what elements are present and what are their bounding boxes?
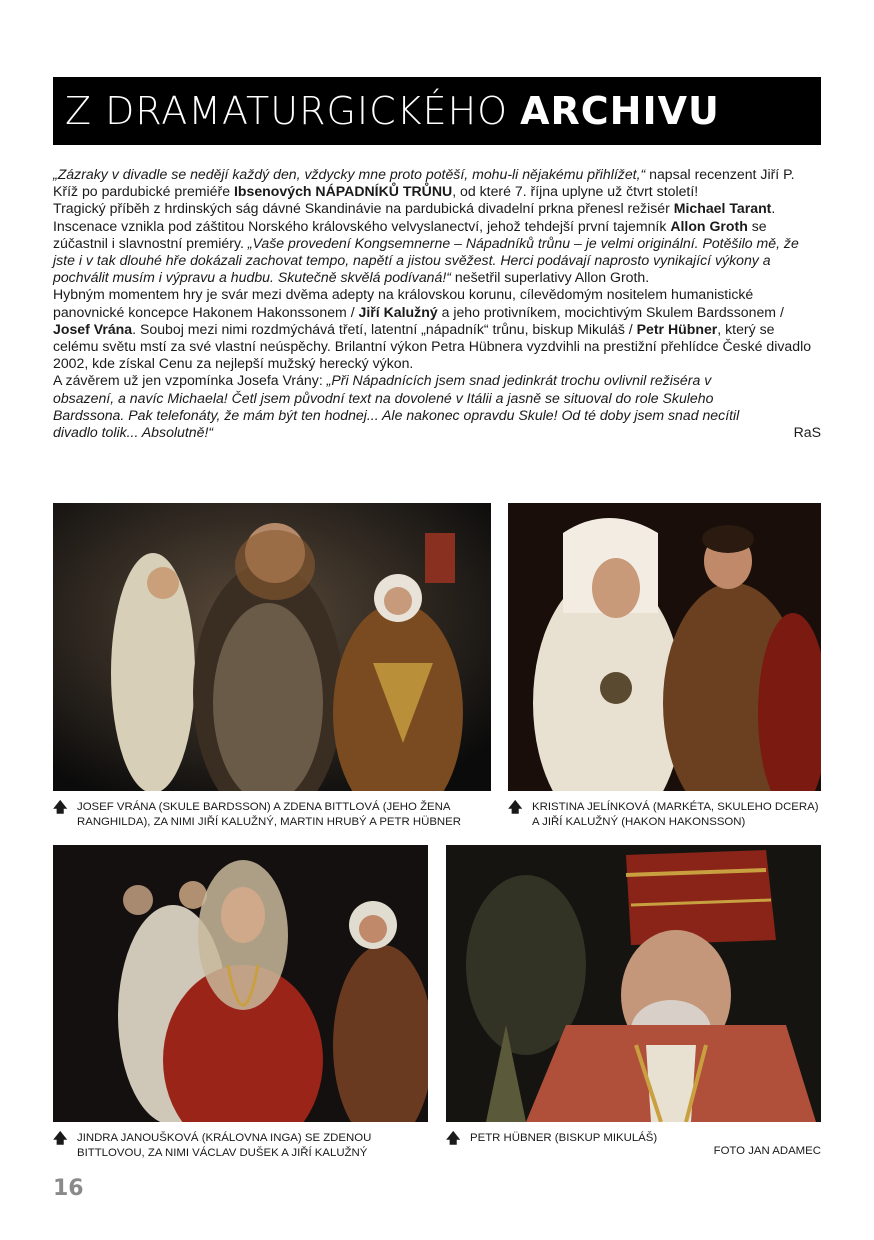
arrow-up-icon: 🡅 [508, 799, 523, 815]
page-number: 16 [53, 1176, 84, 1201]
text: Hybným momentem hry je svár mezi dvěma adepty na královskou korunu, cílevědomým nositelem humanistické panovnické koncepce Hakonem Hakonssonem / [53, 286, 754, 320]
text: nešetřil superlativy Allon Groth. [450, 269, 650, 286]
play-title: Ibsenových NÁPADNÍKŮ TRŮNU [233, 183, 453, 200]
name-kaluzny: Jiří Kalužný [358, 303, 438, 320]
article-body [53, 166, 821, 441]
text: a jeho protivníkem, mocichtivým Skulem Bardssonem / [437, 303, 784, 320]
photo-hubner [446, 845, 821, 1122]
caption-photo-2 [508, 800, 821, 830]
title-light: Z DRAMATURGICKÉHO [65, 89, 509, 133]
text: , od které 7. října uplyne už čtvrt století! [452, 183, 699, 200]
caption-text: KRISTINA JELÍNKOVÁ (MARKÉTA, SKULEHO DCERA) A JIŘÍ KALUŽNÝ (HAKON HAKONSSON) [532, 801, 819, 828]
arrow-up-icon: 🡅 [53, 799, 68, 815]
section-title-banner [53, 77, 821, 145]
signature: RaS [793, 424, 821, 441]
caption-photo-4 [446, 1131, 726, 1146]
name-hubner: Petr Hübner [636, 320, 718, 337]
name-groth: Allon Groth [670, 217, 748, 234]
photo-janouskova [53, 845, 428, 1122]
caption-photo-3 [53, 1131, 428, 1161]
photo-credit: FOTO JAN ADAMEC [713, 1145, 821, 1157]
arrow-up-icon: 🡅 [53, 1130, 68, 1146]
quote-kriz: „Zázraky v divadle se nedějí každý den, vždycky mne proto potěší, mohu-li nějakému přihlížet,“ [53, 166, 646, 182]
quote-groth: „Vaše provedení Kongsemnerne – Nápadníků trůnu – je velmi originální. Potěšilo mě, že jste i v tak dlouhé hře dokázali zachovat tempo, napětí a jistou svěžest. Herci podávají naprosto vynikající výkony a pochválit musím i výpravu a hudbu. Skutečně skvělá podívaná!“ [53, 234, 799, 286]
photo-vrana-bittlova [53, 503, 491, 791]
name-tarant: Michael Tarant [673, 200, 772, 217]
text: A závěrem už jen vzpomínka Josefa Vrány: [53, 372, 327, 389]
text: Tragický příběh z hrdinských ság dávné Skandinávie na pardubická divadelní prkna přenesl režisér [53, 200, 674, 217]
paragraph-2 [53, 200, 821, 286]
paragraph-1 [53, 166, 821, 200]
text: , který se celému světu mstí za své vlastní neúspěchy. Brilantní výkon Petra Hübnera vyzdvihli na prestižní přehlídce České divadlo 2002, kde získal Cenu za nejlepší mužský herecký výkon. [53, 320, 812, 372]
caption-photo-1 [53, 800, 493, 830]
name-vrana: Josef Vrána [53, 320, 133, 337]
title-bold: ARCHIVU [520, 89, 720, 133]
caption-text: PETR HÜBNER (BISKUP MIKULÁŠ) [470, 1132, 658, 1144]
arrow-up-icon: 🡅 [446, 1130, 461, 1146]
caption-text: JOSEF VRÁNA (SKULE BARDSSON) A ZDENA BITTLOVÁ (JEHO ŽENA RANGHILDA), ZA NIMI JIŘÍ KALUŽNÝ, MARTIN HRUBÝ A PETR HÜBNER [77, 801, 461, 828]
paragraph-3 [53, 286, 821, 372]
text: . Inscenace vznikla pod záštitou Norského královského velvyslanectví, jehož tehdejší první tajemník [53, 200, 776, 234]
paragraph-4 [53, 372, 821, 441]
caption-text: JINDRA JANOUŠKOVÁ (KRÁLOVNA INGA) SE ZDENOU BITTLOVOU, ZA NIMI VÁCLAV DUŠEK A JIŘÍ KALUŽNÝ [77, 1132, 372, 1159]
text: . Souboj mezi nimi rozdmýchává třetí, latentní „nápadník“ trůnu, biskup Mikuláš / [132, 320, 637, 337]
text: napsal recenzent Jiří P. Kříž po pardubické premiéře [53, 166, 795, 200]
quote-vrana: „Při Nápadnících jsem snad jedinkrát trochu ovlivnil režiséra v obsazení, a navíc Michaela! Četl jsem původní text na dovolené v Itálii a jasně se situoval do role Skuleho Bardssona. Pak telefonáty, že mám být ten hodnej... Ale nakonec opravdu Skule! Od té doby jsem snad necítil divadlo tolik... Absolutně!“ [53, 372, 740, 441]
text: se zúčastnil i slavnostní premiéry. [53, 217, 767, 251]
photo-jelinkova-kaluzny [508, 503, 821, 791]
